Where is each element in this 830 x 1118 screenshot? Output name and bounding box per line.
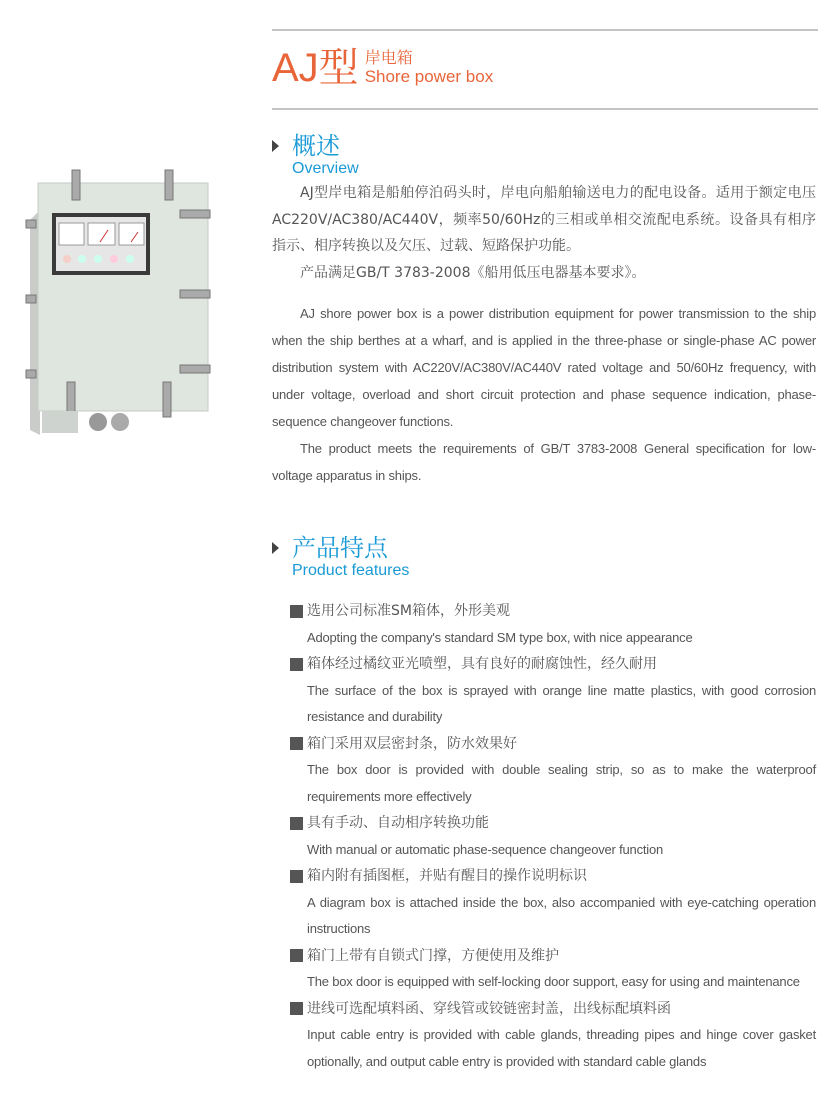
page-title — [272, 46, 493, 90]
overview-title-en: Overview — [292, 160, 359, 177]
overview-cn-paragraph: 产品满足GB/T 3783-2008《船用低压电器基本要求》。 — [300, 264, 646, 281]
feature-en: The box door is provided with double sealing strip, so as to make the waterproof requirements more effectively — [307, 762, 816, 804]
overview-en-paragraph: AJ shore power box is a power distribution equipment for power transmission to the ship when the ship berthes at a wharf, and is applied in the three-phase or single-phase AC power distribution system with AC220V/AC380V/AC440V rated voltage and 50/60Hz frequency, with under voltage, overload and short circuit protection and phase sequence indication, phase-sequence changeover functions. — [272, 306, 816, 429]
feature-en: Input cable entry is provided with cable glands, threading pipes and hinge cover gasket optionally, and output cable entry is provided with standard cable glands — [307, 1027, 816, 1069]
square-bullet-icon — [290, 870, 303, 883]
title-rule — [272, 108, 818, 110]
feature-en: The box door is equipped with self-locking door support, easy for using and maintenance — [307, 974, 800, 989]
feature-item — [290, 943, 816, 996]
feature-item — [290, 651, 816, 731]
feature-cn: 具有手动、自动相序转换功能 — [307, 815, 489, 831]
triangle-bullet-icon — [272, 542, 279, 554]
features-title-en: Product features — [292, 562, 410, 579]
feature-cn: 箱体经过橘纹亚光喷塑，具有良好的耐腐蚀性，经久耐用 — [307, 656, 657, 672]
features-list — [290, 598, 816, 1075]
product-name-cn: 岸电箱 — [364, 48, 413, 67]
feature-en: Adopting the company's standard SM type box, with nice appearance — [307, 629, 693, 645]
feature-en: The surface of the box is sprayed with orange line matte plastics, with good corrosion resistance and durability — [307, 682, 816, 724]
product-image — [20, 150, 250, 450]
square-bullet-icon — [290, 605, 303, 618]
product-name-en: Shore power box — [364, 67, 494, 86]
feature-cn: 进线可选配填料函、穿线管或铰链密封盖，出线标配填料函 — [307, 1000, 671, 1017]
feature-en: A diagram box is attached inside the box, also accompanied with eye-catching operation instructions — [307, 894, 816, 936]
feature-item — [290, 731, 816, 811]
square-bullet-icon — [290, 1002, 303, 1015]
feature-cn: 箱内附有插图框，并贴有醒目的操作说明标识 — [307, 868, 587, 884]
square-bullet-icon — [290, 658, 303, 671]
overview-title-cn: 概述 — [292, 132, 340, 160]
feature-cn: 箱门上带有自锁式门撑，方便使用及维护 — [307, 947, 559, 964]
square-bullet-icon — [290, 949, 303, 962]
square-bullet-icon — [290, 817, 303, 830]
feature-en: With manual or automatic phase-sequence changeover function — [307, 841, 664, 857]
feature-item — [290, 863, 816, 943]
feature-item — [290, 598, 816, 651]
feature-cn: 箱门采用双层密封条，防水效果好 — [307, 735, 517, 752]
top-rule — [272, 29, 818, 31]
overview-en-paragraph: The product meets the requirements of GB/T 3783-2008 General specification for low-voltage apparatus in ships. — [272, 441, 816, 483]
feature-cn: 选用公司标准SM箱体，外形美观 — [307, 603, 510, 619]
triangle-bullet-icon — [272, 140, 279, 152]
overview-body — [272, 180, 816, 489]
square-bullet-icon — [290, 737, 303, 750]
feature-item — [290, 996, 816, 1076]
model-label: AJ型 — [272, 46, 359, 90]
feature-item — [290, 810, 816, 863]
features-title-cn: 产品特点 — [292, 534, 388, 562]
overview-cn-paragraph: AJ型岸电箱是船舶停泊码头时，岸电向船舶输送电力的配电设备。适用于额定电压AC220V/AC380/AC440V，频率50/60Hz的三相或单相交流配电系统。设备具有相序指示、相序转换以及欠压、过载、短路保护功能。 — [272, 185, 816, 254]
